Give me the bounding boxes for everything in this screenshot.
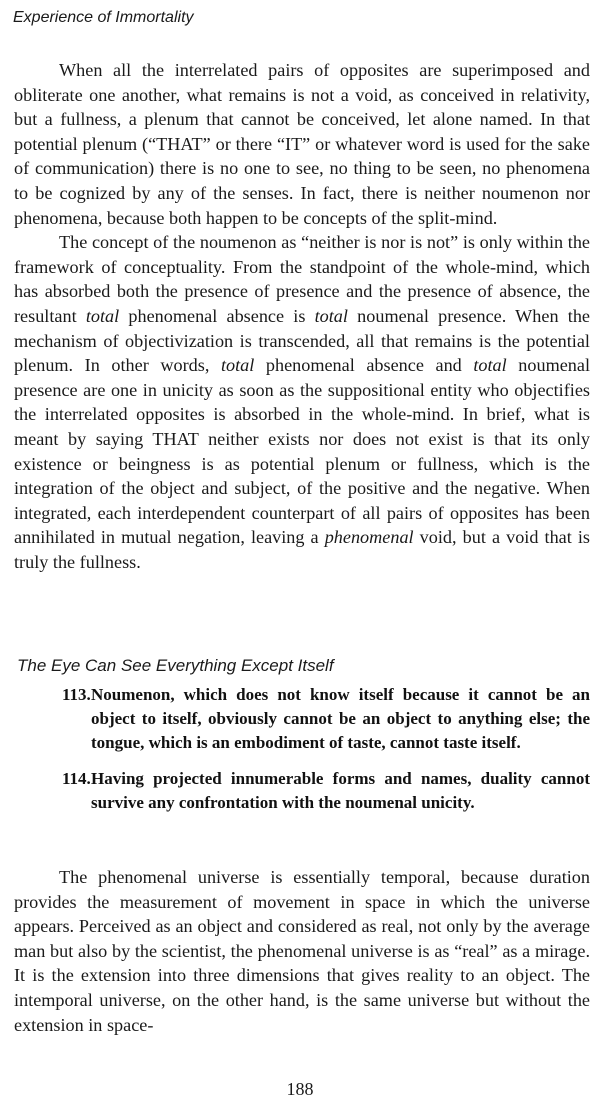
emphasis-phenomenal: phenomenal bbox=[324, 527, 414, 548]
paragraph-text-run: noumenal presence are one in unicity as soon as the suppositional entity who objectifies the interrelated opposites is absorbed in the whole-mind. In brief, what is meant by saying THAT neither exists nor does not exist is that its only existence or beingness is as potential plenum or fullness, which is the integration of the object and subject, of the positive and the negative. When integrated, each interdependent counterpart of all pairs of opposites has been annihilated in mutual negation, leaving a bbox=[14, 355, 591, 548]
page-number: 188 bbox=[286, 1079, 314, 1099]
aphorism-text: Noumenon, which does not know itself because it cannot be an object to itself, obviously cannot be an object to anything else; the tongue, which is an embodiment of taste, cannot taste itself. bbox=[91, 685, 590, 752]
paragraph-text-run: phenomenal absence and bbox=[254, 355, 474, 376]
aphorism-text: Having projected innumerable forms and names, duality cannot survive any confrontation with the noumenal unicity. bbox=[91, 769, 590, 812]
running-head-title: Experience of Immortality bbox=[13, 9, 194, 26]
emphasis-total: total bbox=[85, 305, 120, 326]
emphasis-total: total bbox=[314, 305, 348, 326]
main-text-block bbox=[14, 58, 590, 574]
aphorism-number: 113. bbox=[62, 685, 91, 704]
continuation-text-block bbox=[14, 865, 590, 1037]
aphorism-number: 114. bbox=[62, 769, 91, 788]
paragraph-text-run: The concept of the noumenon as “neither is nor is not” is only within the framework of conceptuality. From the standpoint of the whole-mind, which has absorbed both the presence of presence and the presence of absence, the resultant bbox=[14, 232, 590, 326]
paragraph-text-run: phenomenal absence is bbox=[119, 305, 315, 326]
aphorism-list bbox=[62, 683, 590, 827]
paragraph-plenum: When all the interrelated pairs of opposites are superimposed and obliterate one another, what remains is not a void, as conceived in relativity, but a fullness, a plenum that cannot be conceived, let alone named. In that potential plenum (“THAT” or there “IT” or whatever word is used for the sake of communication) there is no one to see, no thing to be seen, no phenomena to be cognized by any of the senses. In fact, there is neither noumenon nor phenomena, because both happen to be concepts of the split-mind. bbox=[14, 60, 590, 228]
paragraph-text-run: void, but a void that is truly the fullness. bbox=[14, 527, 590, 572]
paragraph-noumenon-concept bbox=[14, 230, 590, 574]
emphasis-total: total bbox=[473, 355, 507, 376]
aphorism-114 bbox=[62, 767, 590, 815]
paragraph-phenomenal-universe: The phenomenal universe is essentially temporal, because duration provides the measurement of movement in space in which the universe appears. Perceived as an object and considered as real, not only by the average man but also by the scientist, the phenomenal universe is as “real” as a mirage. It is the extension into three dimensions that gives reality to an object. The intemporal universe, on the other hand, is the same universe but without the extension in space- bbox=[14, 867, 590, 1035]
section-heading: The Eye Can See Everything Except Itself bbox=[17, 656, 334, 675]
aphorism-113 bbox=[62, 683, 590, 755]
emphasis-total: total bbox=[220, 355, 255, 376]
paragraph-text-run: noumenal presence. When the mechanism of objectivization is transcended, all that remains is the potential plenum. In other words, bbox=[14, 305, 590, 376]
